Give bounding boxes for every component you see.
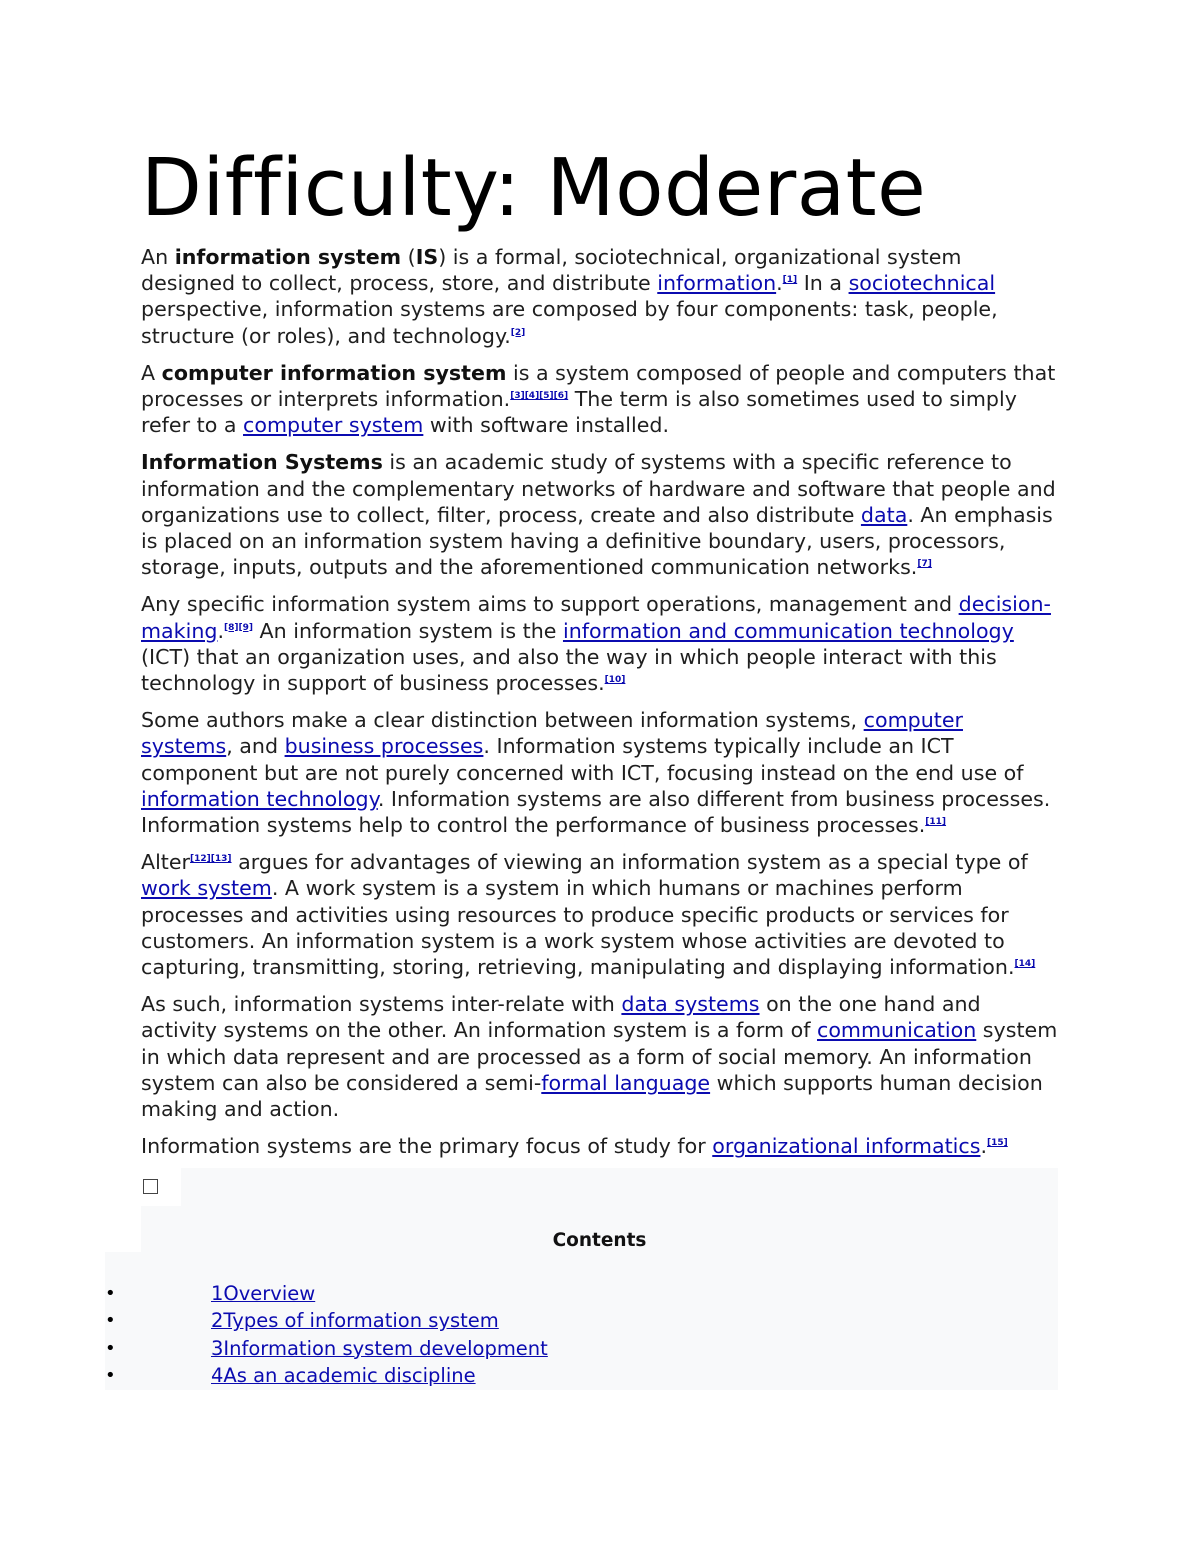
citation-ref[interactable]: [7] (917, 559, 932, 570)
bold-term: IS (415, 245, 439, 269)
text-run: ) is a formal, sociotechnical, organizational system designed to collect, process, store, and distribute (141, 245, 962, 296)
text-run: system in which data represent and are processed as a form of social memory. An information system can also be considered a semi- (141, 1018, 1058, 1095)
toc-background (181, 1168, 1058, 1206)
link-ict[interactable]: information and communication technology (562, 618, 1014, 643)
bullet-icon: • (105, 1283, 116, 1304)
paragraph-1 (141, 244, 1061, 349)
toc-link-overview[interactable]: 1Overview (211, 1282, 316, 1305)
text-run: Any specific information system aims to support operations, management and (141, 592, 959, 617)
paragraph-4 (141, 591, 1061, 696)
citation-ref[interactable]: [1] (782, 275, 798, 286)
toc-item (105, 1362, 1058, 1389)
toc-list (105, 1280, 1058, 1389)
text-run: on the one hand and activity systems on the other. An information system is a form of (141, 992, 981, 1043)
link-information[interactable]: information (657, 271, 777, 296)
paragraph-8 (141, 1133, 1061, 1159)
text-run: An (141, 245, 175, 269)
text-run: ( (401, 245, 416, 269)
citation-ref[interactable]: [15] (987, 1138, 1008, 1149)
text-run: . An emphasis is placed on an information system having a definitive boundary, users, processors, storage, inputs, outputs and the aforementioned communication networks. (141, 502, 1053, 580)
text-run: with software installed. (423, 413, 670, 438)
bold-term: information system (174, 245, 402, 269)
text-run: In a (797, 271, 849, 296)
toc-link-types[interactable]: 2Types of information system (211, 1309, 499, 1333)
toc-link-development[interactable]: 3Information system development (211, 1336, 548, 1360)
paragraph-3 (141, 449, 1061, 580)
link-data[interactable]: data (860, 502, 908, 527)
text-run: argues for advantages of viewing an information system as a special type of (231, 850, 1028, 875)
citation-ref[interactable]: [11] (925, 817, 947, 828)
text-run: . A work system is a system in which humans or machines perform processes and activities using resources to produce specific products or services for customers. An information system is a work system whose activities are devoted to capturing, transmitting, storing, retrieving, manipulating and displaying information. (141, 876, 1015, 980)
paragraph-5 (141, 707, 1061, 838)
text-run: The term is also sometimes used to simply refer to a (141, 387, 1017, 438)
citation-ref[interactable]: [12][13] (190, 854, 232, 865)
citation-ref[interactable]: [8][9] (224, 622, 253, 633)
link-computer-systems[interactable]: computer systems (141, 708, 963, 759)
bold-term: computer information system (161, 360, 507, 385)
toc-item (105, 1280, 1058, 1307)
link-computer-system[interactable]: computer system (243, 413, 424, 438)
text-run: (ICT) that an organization uses, and also the way in which people interact with this technology in support of business processes. (141, 644, 997, 696)
text-run: . (980, 1134, 987, 1159)
link-sociotechnical[interactable]: sociotechnical (848, 271, 996, 296)
table-of-contents (105, 1168, 1058, 1390)
link-organizational-informatics[interactable]: organizational informatics (712, 1134, 981, 1159)
article-body (141, 244, 1061, 1171)
text-run: Some authors make a clear distinction between information systems, (141, 708, 864, 733)
text-run: A (141, 360, 162, 385)
text-run: perspective, information systems are composed by four components: task, people, structure (or roles), and technology. (141, 297, 998, 348)
toc-item (105, 1307, 1058, 1334)
text-run: . Information systems are also different from business processes. Information systems help to control the performance of business processes. (141, 786, 1051, 838)
link-business-processes[interactable]: business processes (284, 734, 484, 759)
text-run: , and (226, 734, 285, 759)
paragraph-6 (141, 849, 1061, 980)
text-run: Information systems are the primary focus of study for (141, 1134, 713, 1159)
citation-ref[interactable]: [2] (510, 327, 526, 338)
bold-term: Information Systems (141, 450, 383, 475)
link-work-system[interactable]: work system (141, 876, 272, 901)
text-run: . Information systems typically include an ICT component but are not purely concerned with ICT, focusing instead on the end use of (141, 734, 1024, 785)
toc-item (105, 1335, 1058, 1362)
paragraph-7 (141, 991, 1061, 1122)
text-run: . (217, 618, 224, 643)
text-run: . (776, 271, 783, 296)
citation-ref[interactable]: [10] (604, 675, 626, 686)
link-formal-language[interactable]: formal language (541, 1070, 711, 1095)
citation-ref[interactable]: [14] (1014, 959, 1036, 970)
bullet-icon: • (105, 1364, 116, 1386)
link-data-systems[interactable]: data systems (621, 992, 760, 1017)
toc-link-academic[interactable]: 4As an academic discipline (211, 1363, 476, 1387)
bullet-icon: • (105, 1310, 116, 1332)
link-information-technology[interactable]: information technology (141, 786, 378, 811)
toc-toggle-checkbox[interactable] (143, 1179, 158, 1194)
bullet-icon: • (105, 1337, 116, 1359)
citation-ref[interactable]: [3][4][5][6] (510, 391, 569, 402)
link-decision-making[interactable]: decision-making (141, 592, 1051, 643)
text-run: As such, information systems inter-relate with (141, 992, 622, 1017)
text-run: Alter (141, 850, 191, 875)
toc-title: Contents (552, 1230, 647, 1251)
link-communication[interactable]: communication (817, 1018, 977, 1043)
text-run: is an academic study of systems with a specific reference to information and the complementary networks of hardware and software that people and organizations use to collect, filter, process, create and also distribute (141, 450, 1056, 527)
text-run: is a system composed of people and computers that processes or interprets information. (141, 360, 1056, 412)
page-title: Difficulty: Moderate (141, 142, 927, 234)
text-run: An information system is the (252, 618, 563, 643)
paragraph-2 (141, 360, 1061, 439)
text-run: which supports human decision making and action. (141, 1070, 1043, 1122)
